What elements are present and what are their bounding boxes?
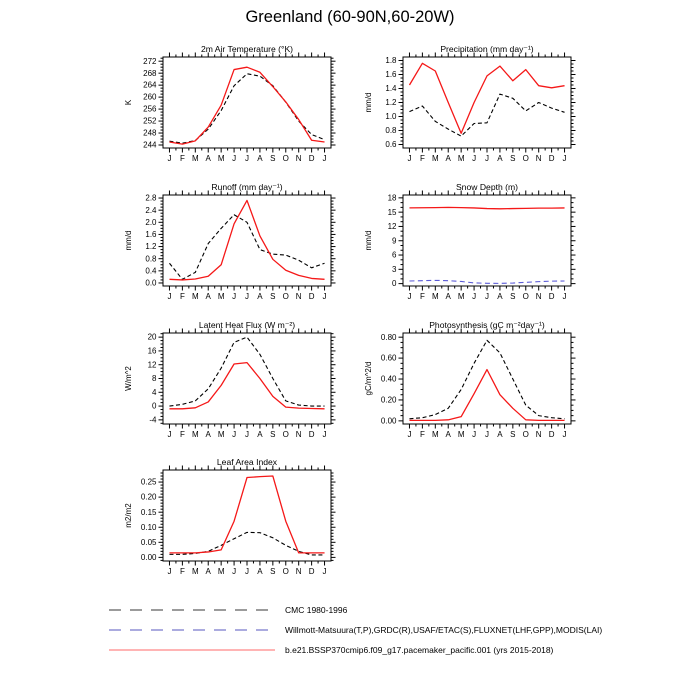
series-line <box>169 476 324 553</box>
series-line <box>169 74 324 143</box>
chart-precipitation <box>358 43 598 173</box>
month-label: S <box>270 154 276 163</box>
y-axis-label: m2/m2 <box>124 503 133 528</box>
y-tick-label: 0.80 <box>380 332 397 342</box>
y-tick-label: 0 <box>152 401 157 411</box>
month-label: J <box>562 154 567 163</box>
y-tick-label: 0.00 <box>380 416 397 426</box>
y-tick-label: 0.20 <box>140 492 157 502</box>
y-tick-label: 0 <box>392 279 397 289</box>
y-tick-label: 0.8 <box>145 254 157 264</box>
month-label: M <box>457 430 465 439</box>
month-label: D <box>548 430 555 439</box>
month-label: J <box>167 292 172 301</box>
month-label: A <box>257 567 263 576</box>
y-tick-label: 260 <box>143 92 157 102</box>
month-label: N <box>295 567 302 576</box>
month-label: D <box>548 292 555 301</box>
month-label: O <box>282 154 289 163</box>
y-tick-label: 3 <box>392 264 397 274</box>
month-label: J <box>485 154 489 163</box>
legend-line-cmc <box>107 600 277 620</box>
month-label: A <box>257 154 263 163</box>
month-label: J <box>407 292 412 301</box>
month-label: F <box>419 154 425 163</box>
month-label: O <box>522 154 529 163</box>
month-label: N <box>295 154 302 163</box>
y-tick-label: 0.6 <box>385 140 397 150</box>
month-label: J <box>322 567 327 576</box>
y-tick-label: 18 <box>387 193 397 203</box>
month-label: A <box>205 292 211 301</box>
month-label: J <box>232 567 237 576</box>
y-tick-label: 0.00 <box>140 552 157 562</box>
plot-frame <box>403 333 571 424</box>
y-axis-label: mm/d <box>364 230 373 251</box>
month-label: J <box>322 154 327 163</box>
chart-latent-heat-flux <box>118 319 358 449</box>
month-label: S <box>270 567 276 576</box>
legend-item <box>107 640 553 660</box>
panel-title: Leaf Area Index <box>216 457 278 467</box>
y-tick-label: 0.60 <box>380 353 397 363</box>
y-tick-label: 0.25 <box>140 477 157 487</box>
month-label: O <box>282 292 289 301</box>
month-label: J <box>232 292 237 301</box>
series-line <box>169 337 324 406</box>
y-tick-label: 0.8 <box>385 126 397 136</box>
month-label: A <box>445 292 451 301</box>
month-label: D <box>308 154 315 163</box>
panel-title: Photosynthesis (gC m⁻²day⁻¹) <box>429 320 545 330</box>
y-tick-label: 264 <box>143 80 157 90</box>
month-label: D <box>548 154 555 163</box>
month-label: F <box>179 154 185 163</box>
figure-title: Greenland (60-90N,60-20W) <box>245 8 455 26</box>
y-tick-label: 8 <box>152 374 157 384</box>
month-label: A <box>205 154 211 163</box>
y-tick-label: 1.2 <box>385 98 397 108</box>
y-tick-label: 1.8 <box>385 56 397 66</box>
month-label: M <box>191 292 199 301</box>
legend-item <box>107 620 602 640</box>
month-label: J <box>485 430 489 439</box>
panel-latent-heat-flux <box>118 319 358 449</box>
month-label: J <box>245 567 249 576</box>
month-label: D <box>308 567 315 576</box>
y-axis-label: W/m^2 <box>124 366 133 391</box>
month-label: M <box>431 154 439 163</box>
panel-photosynthesis <box>358 319 598 449</box>
legend-label: Willmott-Matsuura(T,P),GRDC(R),USAF/ETAC(S),FLUXNET(LHF,GPP),MODIS(LAI) <box>285 625 603 635</box>
y-tick-label: 1.0 <box>385 112 397 122</box>
month-label: F <box>179 292 185 301</box>
y-tick-label: 12 <box>147 360 157 370</box>
plot-frame <box>163 57 331 148</box>
y-tick-label: 268 <box>143 68 157 78</box>
month-label: J <box>167 430 172 439</box>
month-label: N <box>295 430 302 439</box>
series-line <box>409 280 564 283</box>
chart-snow-depth <box>358 181 598 311</box>
y-tick-label: 2.0 <box>145 217 157 227</box>
month-label: D <box>308 292 315 301</box>
legend-item <box>107 600 347 620</box>
legend-label: b.e21.BSSP370cmip6.f09_g17.pacemaker_pacific.001 (yrs 2015-2018) <box>285 645 554 655</box>
y-tick-label: 1.6 <box>145 230 157 240</box>
y-tick-label: 0.05 <box>140 537 157 547</box>
y-tick-label: 16 <box>147 346 157 356</box>
series-line <box>409 340 564 418</box>
month-label: N <box>535 154 542 163</box>
y-tick-label: 0.4 <box>145 266 157 276</box>
month-label: M <box>217 567 225 576</box>
month-label: S <box>270 292 276 301</box>
month-label: J <box>245 292 249 301</box>
legend-label: CMC 1980-1996 <box>285 605 348 615</box>
plot-frame <box>403 57 571 148</box>
panel-leaf-area-index <box>118 456 358 586</box>
chart-leaf-area-index <box>118 456 358 586</box>
month-label: M <box>431 430 439 439</box>
y-tick-label: -4 <box>149 415 157 425</box>
month-label: S <box>510 292 516 301</box>
month-label: A <box>205 567 211 576</box>
y-tick-label: 9 <box>392 236 397 246</box>
plot-frame <box>163 333 331 424</box>
month-label: J <box>167 154 172 163</box>
y-axis-label: mm/d <box>364 92 373 113</box>
y-axis-label: gC/m^2/d <box>364 361 373 396</box>
plot-frame <box>163 195 331 286</box>
y-tick-label: 12 <box>387 222 397 232</box>
y-tick-label: 244 <box>143 140 157 150</box>
month-label: A <box>445 430 451 439</box>
legend-line-obs <box>107 620 277 640</box>
y-tick-label: 1.2 <box>145 242 157 252</box>
y-tick-label: 0.40 <box>380 374 397 384</box>
month-label: M <box>457 154 465 163</box>
month-label: S <box>510 154 516 163</box>
series-line <box>169 200 324 279</box>
panel-title: Snow Depth (m) <box>455 182 519 192</box>
y-tick-label: 0.20 <box>380 395 397 405</box>
y-tick-label: 0.15 <box>140 507 157 517</box>
chart-photosynthesis <box>358 319 598 449</box>
month-label: J <box>322 430 327 439</box>
series-line <box>169 67 324 144</box>
y-tick-label: 0.10 <box>140 522 157 532</box>
panel-precipitation <box>358 43 598 173</box>
month-label: J <box>167 567 172 576</box>
month-label: J <box>485 292 489 301</box>
plot-frame <box>163 470 331 561</box>
chart-runoff <box>118 181 358 311</box>
month-label: F <box>179 567 185 576</box>
month-label: M <box>191 154 199 163</box>
y-tick-label: 2.4 <box>145 205 157 215</box>
month-label: M <box>431 292 439 301</box>
month-label: A <box>497 154 503 163</box>
month-label: J <box>245 154 249 163</box>
month-label: J <box>472 430 477 439</box>
month-label: S <box>270 430 276 439</box>
month-label: J <box>322 292 327 301</box>
panel-title: Runoff (mm day⁻¹) <box>211 182 283 192</box>
y-tick-label: 15 <box>387 207 397 217</box>
month-label: J <box>232 430 237 439</box>
month-label: N <box>535 292 542 301</box>
month-label: D <box>308 430 315 439</box>
month-label: N <box>295 292 302 301</box>
month-label: M <box>457 292 465 301</box>
month-label: J <box>407 430 412 439</box>
y-axis-label: K <box>124 99 133 106</box>
y-axis-label: mm/d <box>124 230 133 251</box>
month-label: J <box>407 154 412 163</box>
month-label: M <box>191 567 199 576</box>
month-label: M <box>217 154 225 163</box>
month-label: F <box>419 430 425 439</box>
month-label: F <box>419 292 425 301</box>
month-label: J <box>232 154 237 163</box>
month-label: A <box>497 292 503 301</box>
y-tick-label: 4 <box>152 387 157 397</box>
month-label: M <box>217 430 225 439</box>
month-label: M <box>217 292 225 301</box>
month-label: F <box>179 430 185 439</box>
y-tick-label: 272 <box>143 56 157 66</box>
month-label: O <box>282 430 289 439</box>
month-label: J <box>562 292 567 301</box>
y-tick-label: 256 <box>143 104 157 114</box>
month-label: J <box>472 154 477 163</box>
month-label: J <box>472 292 477 301</box>
month-label: A <box>497 430 503 439</box>
month-label: S <box>510 430 516 439</box>
y-tick-label: 252 <box>143 116 157 126</box>
series-line <box>409 94 564 136</box>
y-tick-label: 1.4 <box>385 84 397 94</box>
panel-title: 2m Air Temperature (°K) <box>200 44 294 54</box>
panel-air-temperature <box>118 43 358 173</box>
month-label: J <box>562 430 567 439</box>
panel-runoff <box>118 181 358 311</box>
month-label: J <box>245 430 249 439</box>
y-tick-label: 2.8 <box>145 193 157 203</box>
panel-title: Precipitation (mm day⁻¹) <box>440 44 534 54</box>
y-tick-label: 0.0 <box>145 278 157 288</box>
month-label: A <box>257 430 263 439</box>
month-label: A <box>205 430 211 439</box>
month-label: O <box>522 292 529 301</box>
series-line <box>169 532 324 555</box>
series-line <box>409 370 564 421</box>
series-line <box>409 207 564 208</box>
chart-air-temperature <box>118 43 358 173</box>
month-label: O <box>282 567 289 576</box>
month-label: A <box>445 154 451 163</box>
legend-line-model <box>107 640 277 660</box>
y-tick-label: 248 <box>143 128 157 138</box>
month-label: N <box>535 430 542 439</box>
y-tick-label: 6 <box>392 250 397 260</box>
month-label: O <box>522 430 529 439</box>
month-label: M <box>191 430 199 439</box>
panel-title: Latent Heat Flux (W m⁻²) <box>198 320 296 330</box>
month-label: A <box>257 292 263 301</box>
series-line <box>169 215 324 280</box>
y-tick-label: 1.6 <box>385 70 397 80</box>
y-tick-label: 20 <box>147 332 157 342</box>
panel-snow-depth <box>358 181 598 311</box>
